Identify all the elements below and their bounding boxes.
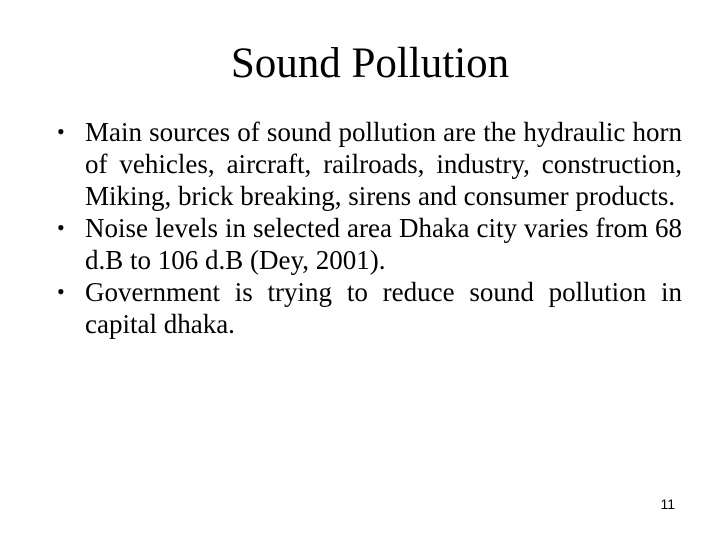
bullet-item xyxy=(50,212,682,276)
bullet-text: Main sources of sound pollution are the hydraulic horn of vehicles, aircraft, railroads, industry, construction, Miking, brick breaking, sirens and consumer products. xyxy=(85,117,682,211)
bullet-icon: • xyxy=(57,215,65,240)
page-number: 11 xyxy=(660,496,675,512)
bullet-text: Noise levels in selected area Dhaka city varies from 68 d.B to 106 d.B (Dey, 2001). xyxy=(85,213,682,275)
slide-title: Sound Pollution xyxy=(230,40,510,87)
bullet-icon: • xyxy=(57,279,65,304)
bullet-item xyxy=(50,116,682,212)
bullet-text: Government is trying to reduce sound pollution in capital dhaka. xyxy=(85,277,682,339)
bullet-item xyxy=(50,276,682,340)
bullet-list xyxy=(50,116,682,340)
bullet-icon: • xyxy=(57,119,65,144)
